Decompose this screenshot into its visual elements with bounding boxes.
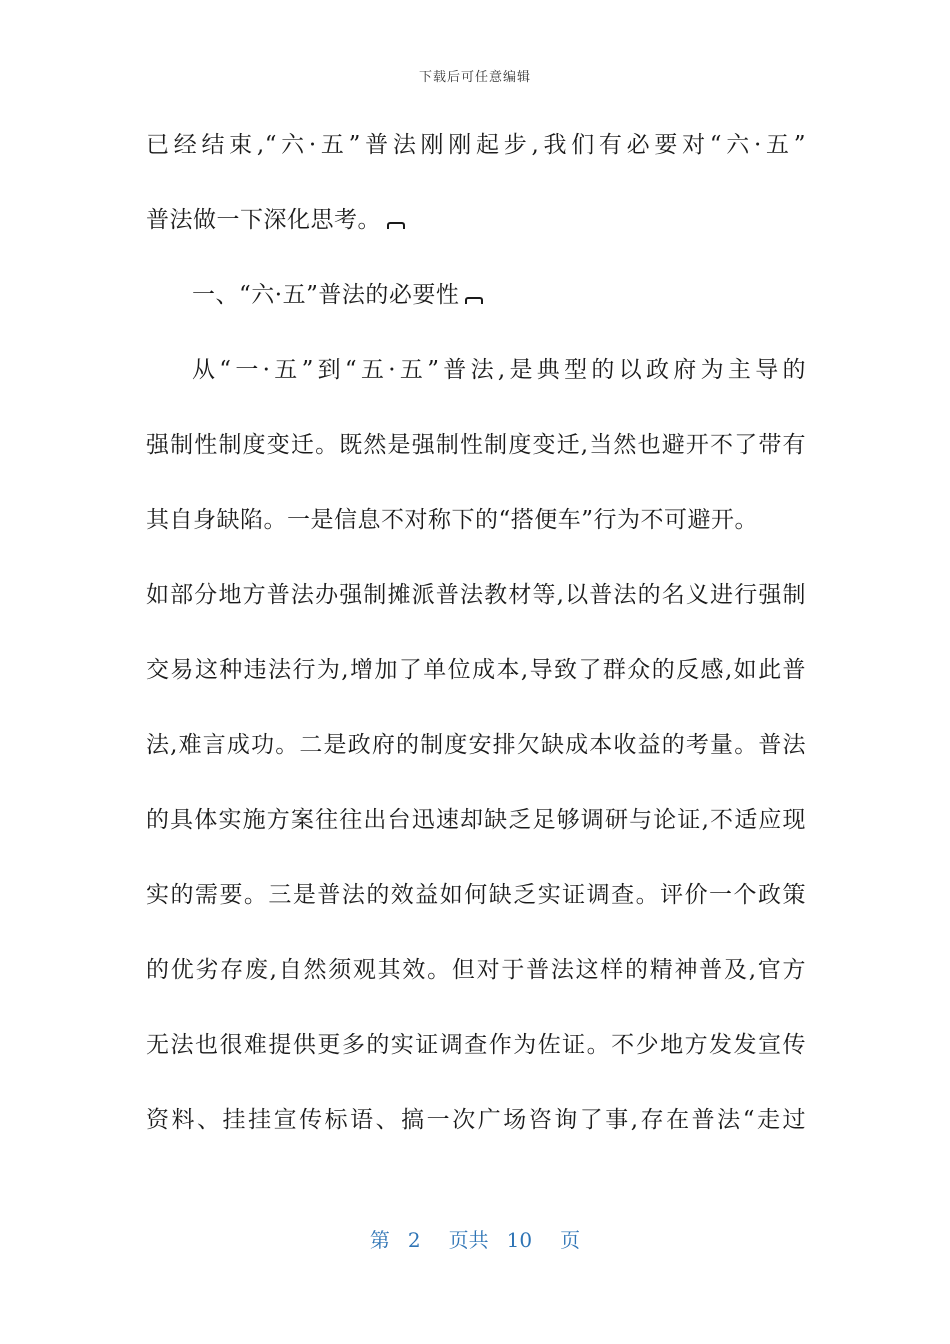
text-line: 从“一·五”到“五·五”普法,是典型的以政府为主导的 bbox=[192, 357, 806, 383]
total-pages-number: 10 bbox=[506, 1228, 533, 1252]
section-heading-text: 一、“六·五”普法的必要性 bbox=[192, 282, 460, 308]
section-heading bbox=[146, 258, 806, 333]
text-line bbox=[146, 183, 806, 258]
text-line: 已经结束,“六·五”普法刚刚起步,我们有必要对“六·五” bbox=[146, 132, 806, 158]
text-line: 的具体实施方案往往出台迅速却缺乏足够调研与论证,不适应现 bbox=[146, 807, 806, 833]
document-body bbox=[146, 108, 806, 1158]
text-line: 交易这种违法行为,增加了单位成本,导致了群众的反感,如此普 bbox=[146, 657, 806, 683]
footer-middle: 页共 bbox=[448, 1228, 489, 1252]
current-page-number: 2 bbox=[407, 1228, 421, 1252]
text-line-content: 普法做一下深化思考。 bbox=[146, 207, 381, 233]
paragraph-mark-icon bbox=[465, 297, 483, 304]
footer-suffix: 页 bbox=[560, 1228, 581, 1252]
footer-prefix: 第 bbox=[369, 1228, 390, 1252]
text-line: 资料、挂挂宣传标语、搞一次广场咨询了事,存在普法“走过 bbox=[146, 1107, 806, 1133]
paragraph-mark-icon bbox=[387, 222, 405, 229]
text-line: 无法也很难提供更多的实证调查作为佐证。不少地方发发宣传 bbox=[146, 1032, 806, 1058]
text-line: 实的需要。三是普法的效益如何缺乏实证调查。评价一个政策 bbox=[146, 882, 806, 908]
text-line: 如部分地方普法办强制摊派普法教材等,以普法的名义进行强制 bbox=[146, 582, 806, 608]
text-line: 强制性制度变迁。既然是强制性制度变迁,当然也避开不了带有 bbox=[146, 432, 806, 458]
download-note: 下载后可任意编辑 bbox=[418, 70, 531, 85]
text-line: 其自身缺陷。一是信息不对称下的“搭便车”行为不可避开。 bbox=[146, 507, 759, 533]
text-line: 的优劣存废,自然须观其效。但对于普法这样的精神普及,官方 bbox=[146, 957, 806, 983]
text-line: 法,难言成功。二是政府的制度安排欠缺成本收益的考量。普法 bbox=[146, 732, 806, 758]
page-footer bbox=[0, 1224, 950, 1253]
